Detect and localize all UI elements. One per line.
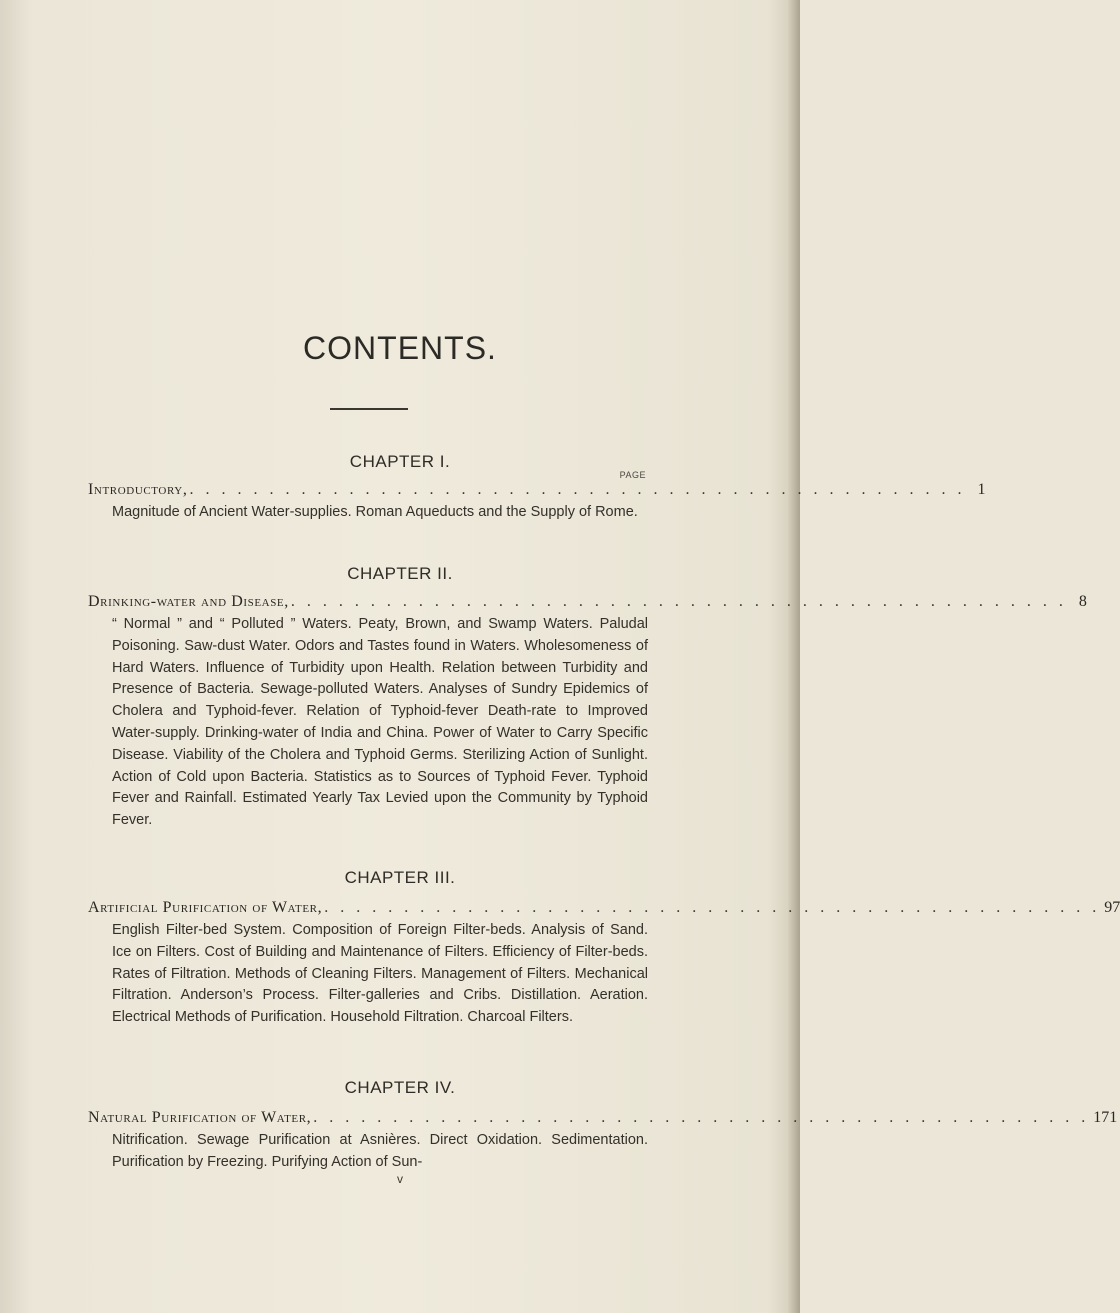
chapter-3-description: English Filter-bed System. Composition of Foreign Filter-beds. Analysis of Sand. Ice on Filters. Cost of Building and Maintenance of Filters. Efficiency of Filter-beds. Rates of Filtration. Methods of Cleaning Filters. Management of Filters. Mechanical Filtration. Anderson’s Process. Filter-galleries and Cribs. Distillation. Aeration. Electrical Methods of Purification. Household Filtration. Charcoal Filters. [112, 922, 648, 1026]
chapter-2-title: Drinking-water and Disease, [88, 593, 289, 610]
chapter-2-page: 8 [1078, 593, 1087, 610]
leader-dots: . . . . . . . . . . . . . . . . . . . . . . . . . . . . . . . . . . . . . . . . . . . . . . . . . [189, 481, 966, 498]
page-folio: v [397, 1172, 403, 1186]
chapter-4-title: Natural Purification of Water, [88, 1109, 312, 1126]
leader-dots: . . . . . . . . . . . . . . . . . . . . . . . . . . . . . . . . . . . . . . . . . . . . . . . . . [324, 899, 1101, 916]
chapter-1-title: Introductory, [88, 481, 188, 498]
chapter-1-entry [88, 480, 986, 500]
chapter-3-heading: CHAPTER III. [344, 868, 456, 887]
leader-dots: . . . . . . . . . . . . . . . . . . . . . . . . . . . . . . . . . . . . . . . . . . . . . . . . . [313, 1109, 1090, 1126]
leader-dots: . . . . . . . . . . . . . . . . . . . . . . . . . . . . . . . . . . . . . . . . . . . . . . . . . [290, 593, 1067, 610]
chapter-3-entry [88, 898, 1120, 918]
page-title: CONTENTS. [303, 330, 497, 366]
chapter-4-description: Nitrification. Sewage Purification at Asnières. Direct Oxidation. Sedimentation. Purification by Freezing. Purifying Action of Sun- [112, 1132, 648, 1170]
chapter-4-heading: CHAPTER IV. [344, 1078, 456, 1097]
chapter-4-page: 171 [1093, 1109, 1118, 1126]
chapter-1-page: 1 [977, 481, 986, 498]
chapter-3-page: 97 [1104, 899, 1120, 916]
chapter-3-title: Artificial Purification of Water, [88, 899, 323, 916]
chapter-2-description: “ Normal ” and “ Polluted ” Waters. Peaty, Brown, and Swamp Waters. Paludal Poisoning. Saw-dust Water. Odors and Tastes found in Waters. Wholesomeness of Hard Waters. Influence of Turbidity upon Health. Relation between Turbidity and Presence of Bacteria. Sewage-polluted Waters. Analyses of Sundry Epidemics of Cholera and Typhoid-fever. Relation of Typhoid-fever Death-rate to Improved Water-supply. Drinking-water of India and China. Power of Water to Carry Specific Disease. Viability of the Cholera and Typhoid Germs. Sterilizing Action of Sunlight. Action of Cold upon Bacteria. Statistics as to Sources of Typhoid Fever. Typhoid Fever and Rainfall. Estimated Yearly Tax Levied upon the Community by Typhoid Fever. [112, 616, 648, 829]
chapter-2-heading: CHAPTER II. [347, 564, 453, 583]
chapter-1-heading: CHAPTER I. [349, 452, 451, 471]
chapter-1-description: Magnitude of Ancient Water-supplies. Roman Aqueducts and the Supply of Rome. [112, 504, 638, 520]
chapter-4-entry [88, 1108, 1118, 1128]
title-rule [330, 408, 408, 410]
chapter-2-entry [88, 592, 1087, 612]
page-column-label: PAGE [619, 470, 646, 480]
